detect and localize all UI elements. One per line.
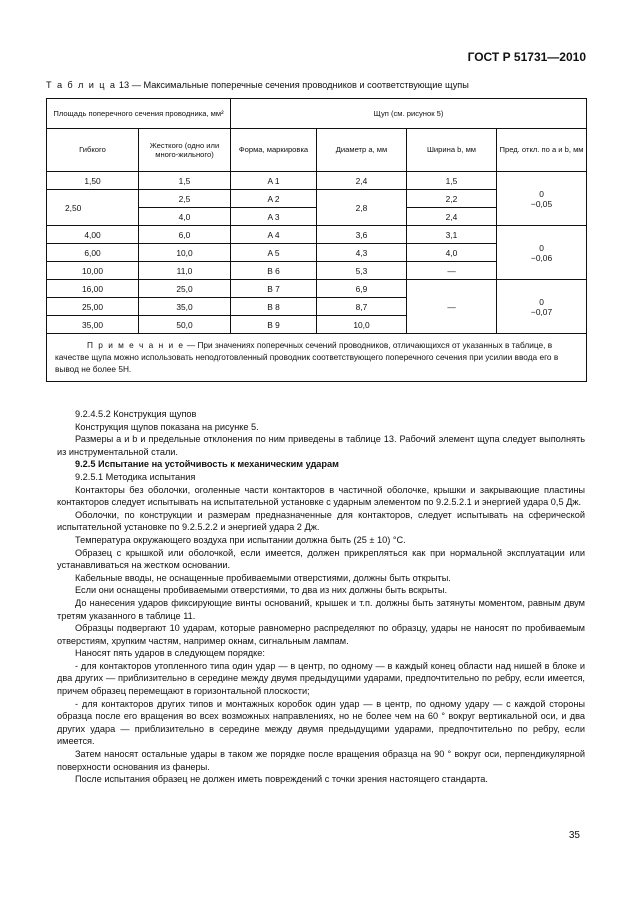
caption-label: Т а б л и ц а <box>46 80 117 90</box>
cell-diam: 4,3 <box>317 244 407 262</box>
cell-form: A 3 <box>231 208 317 226</box>
header-diameter: Диаметр a, мм <box>317 129 407 172</box>
body-text <box>57 408 585 786</box>
cell-rigid: 10,0 <box>139 244 231 262</box>
cell-diam: 6,9 <box>317 280 407 298</box>
cell-form: A 2 <box>231 190 317 208</box>
paragraph: 9.2.5.1 Методика испытания <box>75 471 196 482</box>
cell-form: A 4 <box>231 226 317 244</box>
paragraph: Размеры a и b и предельные отклонения по ним приведены в таблице 13. Рабочий элемент щупа следует выполнять из инструментальной стали. <box>57 434 585 457</box>
cell-flex: 1,50 <box>47 172 139 190</box>
cell-form: B 7 <box>231 280 317 298</box>
table-caption <box>46 80 469 90</box>
note-label: П р и м е ч а н и е <box>87 340 185 350</box>
cell-rigid: 6,0 <box>139 226 231 244</box>
cell-diam: 3,6 <box>317 226 407 244</box>
cell-rigid: 11,0 <box>139 262 231 280</box>
table-note <box>47 334 587 382</box>
cell-tolerance: 0 −0,05 <box>497 172 587 226</box>
paragraph: Наносят пять ударов в следующем порядке: <box>75 648 265 659</box>
cell-tolerance: 0 −0,07 <box>497 280 587 334</box>
cell-form: B 8 <box>231 298 317 316</box>
cell-width: 2,2 <box>407 190 497 208</box>
cell-form: A 5 <box>231 244 317 262</box>
table-row <box>47 226 587 244</box>
paragraph: Кабельные вводы, не оснащенные пробиваемыми отверстиями, должны быть открыты. <box>75 572 451 583</box>
paragraph: После испытания образец не должен иметь повреждений с точки зрения настоящего стандарта. <box>75 774 488 785</box>
cell-diam: 2,8 <box>317 190 407 226</box>
cell-rigid: 25,0 <box>139 280 231 298</box>
cell-diam: 2,4 <box>317 172 407 190</box>
header-rigid: Жесткого (одно или много-жильного) <box>139 129 231 172</box>
paragraph: Конструкция щупов показана на рисунке 5. <box>75 421 259 432</box>
paragraph: Затем наносят остальные удары в таком же порядке после вращения образца на 90 ° вокруг оси, перпендикулярной поверхности основания из фанеры. <box>57 749 585 772</box>
cell-diam: 5,3 <box>317 262 407 280</box>
cell-flex: 6,00 <box>47 244 139 262</box>
page-number: 35 <box>568 830 580 841</box>
cell-width: 3,1 <box>407 226 497 244</box>
cell-form: B 6 <box>231 262 317 280</box>
cell-width: — <box>407 280 497 334</box>
paragraph: - для контакторов утопленного типа один удар — в центр, по одному — в каждый конец области над нишей в блоке и два других — приблизительно в середине между двумя предыдущими ударами, предпочтительно по ребру, если имеется, причем образец перемещают в горизонтальной плоскости; <box>57 660 585 697</box>
cell-width: 1,5 <box>407 172 497 190</box>
cell-form: A 1 <box>231 172 317 190</box>
paragraph: До нанесения ударов фиксирующие винты оснований, крышек и т.п. должны быть затянуты моментом, равным двум третям указанного в таблице 11. <box>57 597 585 621</box>
cell-width: 4,0 <box>407 244 497 262</box>
standard-number: ГОСТ Р 51731—2010 <box>467 50 586 64</box>
paragraph: - для контакторов других типов и монтажных коробок один удар — в центр, по одному удару — с каждой стороны образца после его вращения во всех возможных направлениях, но не более чем на 60 ° вокруг вертикальной оси, и два других удара — приблизительно в середине между двумя предыдущими ударами, предпочтительно по ребру, если имеется. <box>57 698 585 747</box>
cell-rigid: 1,5 <box>139 172 231 190</box>
paragraph: Если они оснащены пробиваемыми отверстиями, то два из них должны быть вскрыты. <box>75 585 447 596</box>
cell-rigid: 35,0 <box>139 298 231 316</box>
paragraph: Температура окружающего воздуха при испытании должна быть (25 ± 10) °С. <box>75 534 406 545</box>
cell-width: 2,4 <box>407 208 497 226</box>
caption-text: 13 — Максимальные поперечные сечения проводников и соответствующие щупы <box>116 80 469 90</box>
paragraph: Образцы подвергают 10 ударам, которые равномерно распределяют по образцу, удары не наносят по пробиваемым отверстиям, хрупким частям, например окнам, сигнальным лампам. <box>57 623 585 646</box>
table-row <box>47 172 587 190</box>
cell-rigid: 50,0 <box>139 316 231 334</box>
cell-flex: 16,00 <box>47 280 139 298</box>
cell-flex: 2,50 <box>47 190 139 226</box>
cell-diam: 8,7 <box>317 298 407 316</box>
paragraph: Контакторы без оболочки, оголенные части контакторов в частичной оболочке, крышки и закрывающие пластины контакторов следует испытывать на испытательной установке с ударным элементом по 9.2.5.2.1 и энергией удара 0,5 Дж. <box>57 484 585 508</box>
cell-flex: 4,00 <box>47 226 139 244</box>
header-flexible: Гибкого <box>47 129 139 172</box>
cell-width: — <box>407 262 497 280</box>
cell-rigid: 2,5 <box>139 190 231 208</box>
header-width: Ширина b, мм <box>407 129 497 172</box>
cell-flex: 25,00 <box>47 298 139 316</box>
cell-flex: 35,00 <box>47 316 139 334</box>
header-probe: Щуп (см. рисунок 5) <box>231 99 587 129</box>
probe-table <box>46 98 587 382</box>
cell-flex: 10,00 <box>47 262 139 280</box>
cell-rigid: 4,0 <box>139 208 231 226</box>
header-area: Площадь поперечного сечения проводника, мм² <box>47 99 231 129</box>
paragraph: Оболочки, по конструкции и размерам предназначенные для контакторов, следует испытывать на сферической испытательной установке по 9.2.5.2.2 и энергией удара 2 Дж. <box>57 509 585 533</box>
cell-diam: 10,0 <box>317 316 407 334</box>
note-text: — При значениях поперечных сечений проводников, отличающихся от указанных в таблице, в качестве щупа можно использовать неподготовленный проводник соответствующего поперечного сечения при усилии ввода его в вывод не более 5Н. <box>55 340 559 374</box>
cell-tolerance: 0 −0,06 <box>497 226 587 280</box>
cell-form: B 9 <box>231 316 317 334</box>
table-row <box>47 280 587 298</box>
header-form: Форма, маркировка <box>231 129 317 172</box>
paragraph: Образец с крышкой или оболочкой, если имеется, должен прикрепляться как при нормальной эксплуатации или устанавливаться на жестком основании. <box>57 547 585 571</box>
section-heading: 9.2.5 Испытание на устойчивость к механическим ударам <box>75 459 339 470</box>
paragraph: 9.2.4.5.2 Конструкция щупов <box>75 409 197 419</box>
header-tolerance: Пред. откл. по a и b, мм <box>497 129 587 172</box>
